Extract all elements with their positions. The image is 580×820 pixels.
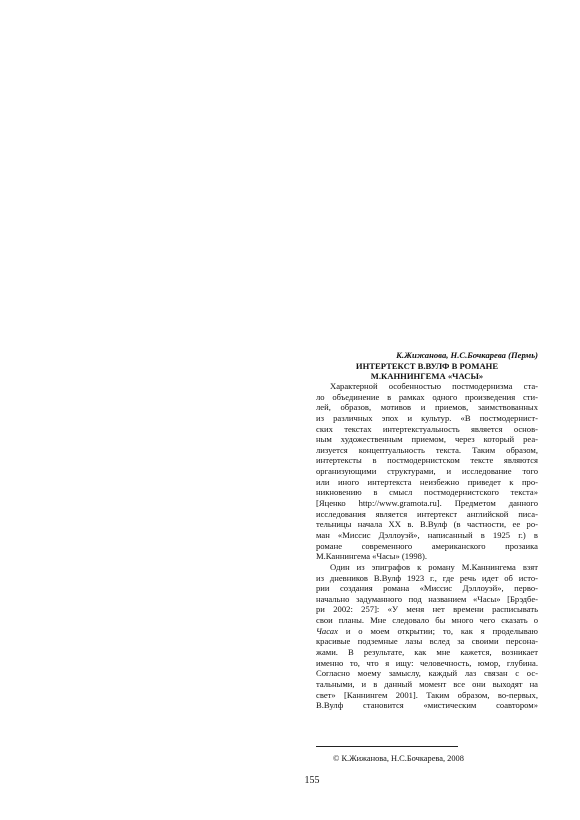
title-line: ИНТЕРТЕКСТ В.ВУЛФ В РОМАНЕ <box>355 361 499 371</box>
body-line: Один из эпиграфов к роману М.Каннингема взят <box>330 561 538 572</box>
body-line: интертексты в постмодернистском тексте являются <box>316 455 538 466</box>
article-body <box>316 381 538 711</box>
body-line: свои планы. Мне следовало бы много чего сказать о <box>316 615 538 626</box>
body-line: организующими структурами, и исследование того <box>316 466 538 477</box>
body-line: рии создания романа «Миссис Дэллоуэй», перво- <box>316 583 538 594</box>
body-line-text: и о моем открытии; то, как я проделываю <box>345 625 538 636</box>
body-line: или иного интертекста неизбежно приведет к про- <box>316 476 538 487</box>
body-line-with-italic <box>316 626 538 637</box>
body-line: Характерной особенностью постмодернизма ста- <box>330 381 538 391</box>
body-line: романе современного американского прозаика <box>316 540 538 551</box>
body-line: тальными, и в данный момент все они выходят на <box>316 678 538 689</box>
title-line: М.КАННИНГЕМА «ЧАСЫ» <box>370 371 484 382</box>
body-line: именно то, что я ищу: человечность, юмор, глубина. <box>316 657 538 668</box>
body-line: ри 2002: 257]: «У меня нет времени расписывать <box>316 604 538 615</box>
body-line: красивые подземные лазы вслед за своими персона- <box>316 636 538 647</box>
body-line: Согласно моему замыслу, каждый лаз связан с ос- <box>316 668 538 679</box>
body-line: ным художественным приемом, через который реа- <box>316 434 538 445</box>
body-line: [Яценко http://www.gramota.ru]. Предметом данного <box>316 498 538 509</box>
body-line: из дневников В.Вулф 1923 г., где речь идет об исто- <box>316 572 538 583</box>
body-line: жами. В результате, как мне кажется, возникает <box>316 647 538 658</box>
body-line: тельницы начала XX в. В.Вулф (в частности, ее ро- <box>316 519 538 530</box>
italic-title-word: Часах <box>316 625 338 636</box>
article-title <box>316 361 538 382</box>
body-line: ло объединение в рамках одного произведения сти- <box>316 391 538 402</box>
body-line: ман «Миссис Дэллоуэй», написанный в 1925 г.) в <box>316 529 538 540</box>
body-line: никновению в смысл постмодернистского текста» <box>316 487 538 498</box>
body-line: М.Каннингема «Часы» (1998). <box>316 551 427 562</box>
body-line: начально задуманного под названием «Часы» [Брэдбе- <box>316 593 538 604</box>
body-line: исследования является интертекст английской писа- <box>316 508 538 519</box>
body-line: из различных эпох и культур. «В постмодернист- <box>316 412 538 423</box>
copyright-footnote: © К.Жижанова, Н.С.Бочкарева, 2008 <box>333 754 464 763</box>
body-line: В.Вулф становится «мистическим соавтором» <box>316 700 538 711</box>
page-number: 155 <box>304 775 320 786</box>
body-line: лей, образов, мотивов и приемов, заимствованных <box>316 402 538 413</box>
body-line: свет» [Каннингем 2001]. Таким образом, во-первых, <box>316 689 538 700</box>
body-line: ских текстах интертекстуальность является основ- <box>316 423 538 434</box>
article-authors: К.Жижанова, Н.С.Бочкарева (Пермь) <box>396 350 538 360</box>
body-line: лизуется концептуальность текста. Таким образом, <box>316 444 538 455</box>
footnote-separator <box>316 746 458 747</box>
